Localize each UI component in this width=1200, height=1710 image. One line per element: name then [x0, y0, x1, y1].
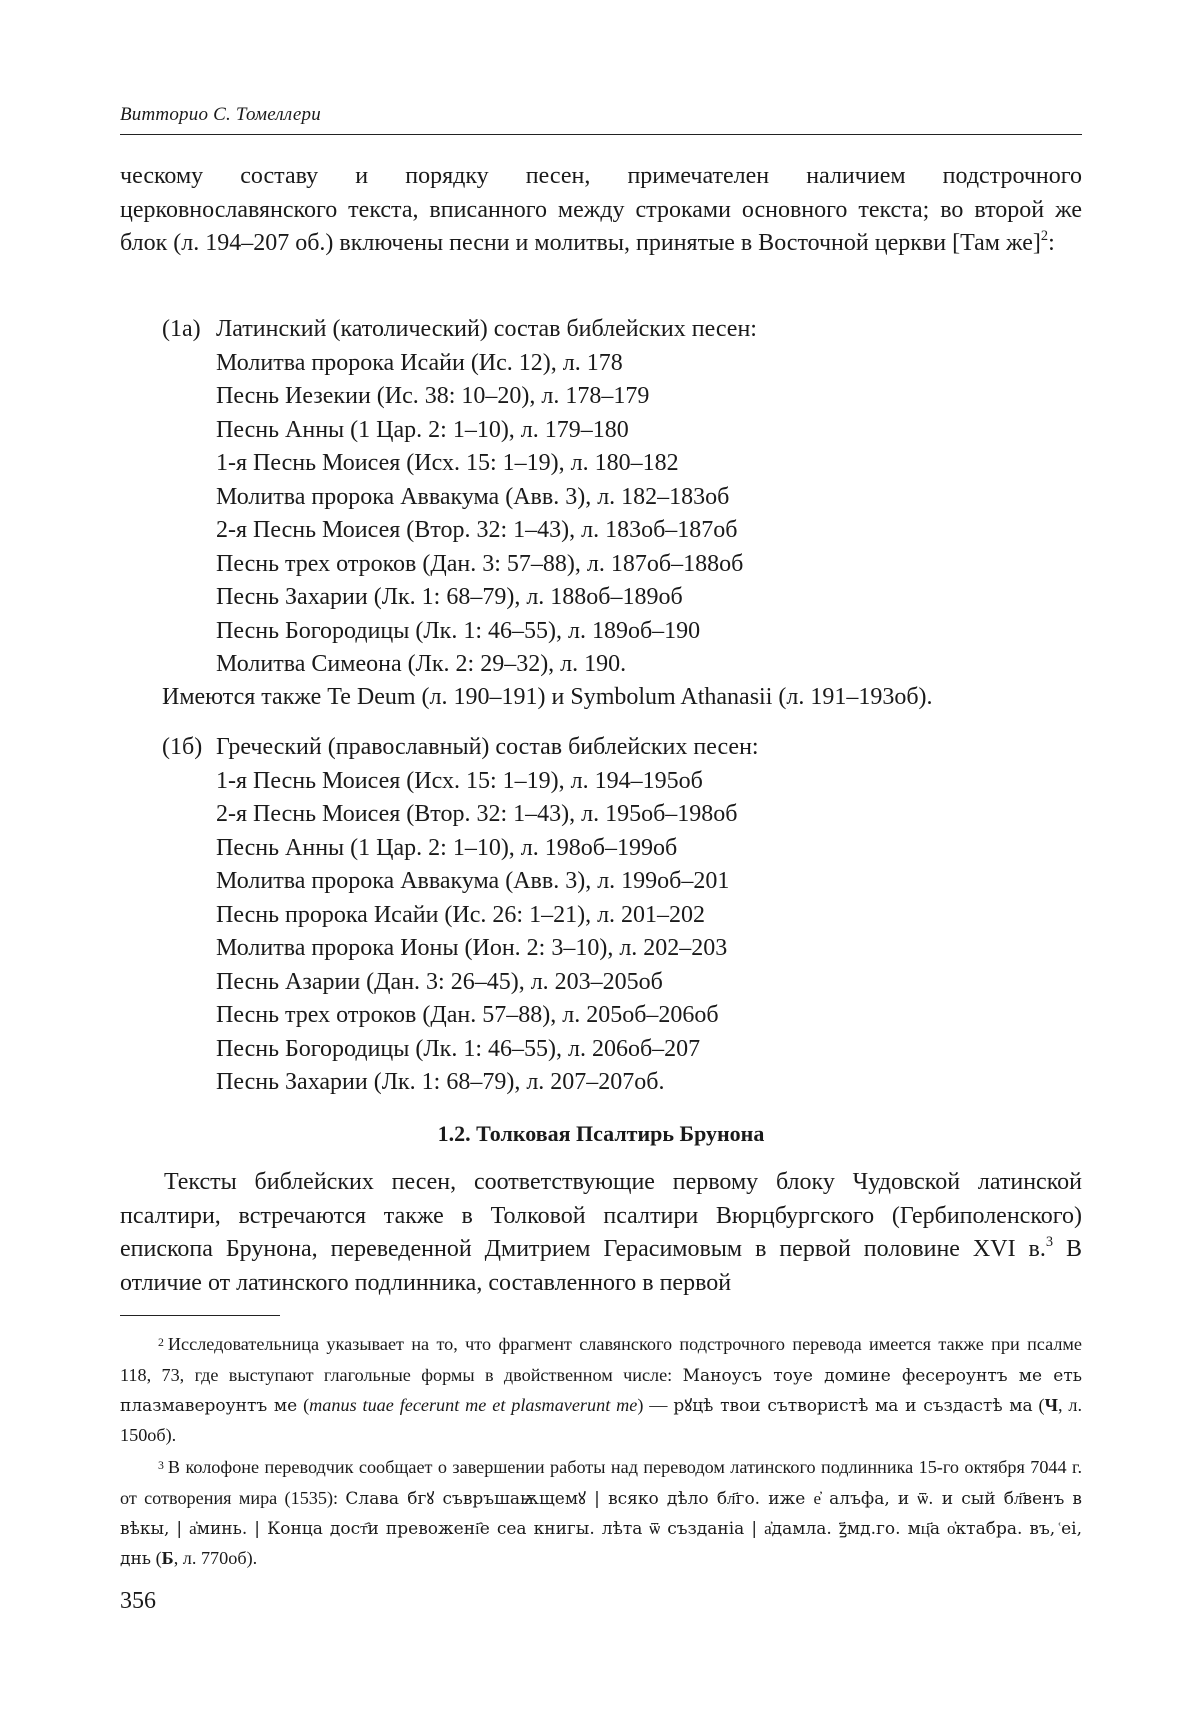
footnote-text: (	[297, 1395, 310, 1415]
list-note: Имеются также Te Deum (л. 190–191) и Symbolum Athanasii (л. 191–193об).	[162, 684, 933, 710]
intro-text: ческому составу и порядку песен, примечателен наличием подстрочного церковнославянского текста, вписанного между строками основного текста; во второй же блок (л. 194–207 об.) включены песни и молитвы, принятые в Восточной церкви [Там же]	[120, 163, 1082, 256]
list-item: Молитва пророка Аввакума (Авв. 3), л. 199об–201	[216, 868, 730, 894]
list-item: Песнь Анны (1 Цар. 2: 1–10), л. 198об–199об	[216, 834, 678, 861]
list-heading	[162, 313, 1082, 347]
footnote-ref-3[interactable]: 3	[1045, 1233, 1054, 1250]
siglum: Ч	[1044, 1395, 1058, 1415]
list-item: Песнь трех отроков (Дан. 3: 57–88), л. 187об–188об	[216, 550, 744, 577]
slavonic-text: Маноусъ тоуе домине фесероунтъ ме еть плазмавероунтъ ме	[120, 1366, 1082, 1416]
list-item: Молитва Симеона (Лк. 2: 29–32), л. 190.	[216, 651, 627, 677]
intro-colon: :	[1048, 230, 1055, 256]
footnote-ref-2[interactable]: 2	[1040, 227, 1049, 244]
list-heading	[162, 731, 1082, 765]
footnote-mark: 2	[158, 1334, 164, 1349]
list-heading-text: Латинский (католический) состав библейских песен:	[216, 316, 757, 342]
footnote-text: ) —	[637, 1395, 674, 1415]
footnote-text: (	[1032, 1395, 1045, 1415]
footnote-mark: 3	[158, 1457, 164, 1472]
header-rule	[120, 134, 1082, 135]
list-item: Песнь Захарии (Лк. 1: 68–79), л. 207–207об.	[216, 1069, 665, 1095]
footnotes	[120, 1330, 1082, 1577]
footnote-3	[120, 1453, 1082, 1574]
footnote-text: , л. 150об).	[120, 1395, 1083, 1445]
list-item: 1-я Песнь Моисея (Исх. 15: 1–19), л. 180–182	[216, 450, 679, 476]
footnote-text: Исследовательница указывает на то, что фрагмент славянского подстрочного перевода имеется также при псалме 118, 73, где выступают глагольные формы в двойственном числе:	[120, 1334, 1082, 1385]
paragraph-text-continued: В отличие от латинского подлинника, составленного в первой	[120, 1236, 1082, 1296]
slavonic-text: Слава бгꙋ съвръшаѭщемꙋ | всяко дѣло бл҃го. иже е҆ алъфа, и ѿ. и сый бл҃венъ в вѣкы, | а҆минь. | Конца дост҄и превожені҄е сеа книгы. лѣта ѿ създаніа | а҆дамла. ꙁ҃мд.го. мц҃а о҆ктабра. въ, ͑еі, днь	[120, 1489, 1082, 1569]
paragraph-text: Тексты библейских песен, соответствующие первому блоку Чудовской латинской псалтири, встречаются также в Толковой псалтири Вюрцбургского (Гербиполенского) епископа Брунона, переведенной Дмитрием Герасимовым в первой половине XVI в.	[120, 1169, 1082, 1262]
list-tag: (1а)	[162, 316, 201, 342]
footnote-rule	[120, 1315, 280, 1316]
list-item: Песнь Анны (1 Цар. 2: 1–10), л. 179–180	[216, 416, 629, 443]
running-head: Витторио С. Томеллери	[120, 104, 321, 125]
list-item: 2-я Песнь Моисея (Втор. 32: 1–43), л. 195об–198об	[216, 801, 738, 827]
list-item: Песнь трех отроков (Дан. 57–88), л. 205об–206об	[216, 1002, 719, 1028]
list-item: Песнь Иезекии (Ис. 38: 10–20), л. 178–179	[216, 383, 650, 409]
list-tag: (1б)	[162, 734, 203, 760]
slavonic-text: рꙋцѣ твои сътвористѣ ма и създастѣ ма	[673, 1396, 1033, 1416]
page-number: 356	[120, 1588, 156, 1614]
list-item: Песнь Азарии (Дан. 3: 26–45), л. 203–205об	[216, 968, 663, 995]
list-latin-canticles	[162, 313, 1082, 682]
list-item: Песнь пророка Исайи (Ис. 26: 1–21), л. 201–202	[216, 901, 706, 928]
footnote-text: , л. 770об).	[173, 1548, 258, 1568]
footnote-2	[120, 1330, 1082, 1450]
list-item: Песнь Богородицы (Лк. 1: 46–55), л. 189об–190	[216, 617, 701, 644]
list-greek-canticles	[162, 731, 1082, 1100]
list-heading-text: Греческий (православный) состав библейских песен:	[216, 734, 759, 760]
footnote-text: (	[151, 1548, 162, 1568]
intro-paragraph	[120, 160, 1082, 261]
siglum: Б	[161, 1548, 174, 1568]
footnote-text: В колофоне переводчик сообщает о завершении работы над переводом латинского подлинника 15-го октября 7044 г. от сотворения мира (1535):	[120, 1457, 1082, 1508]
list-item: Песнь Захарии (Лк. 1: 68–79), л. 188об–189об	[216, 584, 683, 610]
list-item: Молитва пророка Исайи (Ис. 12), л. 178	[216, 349, 623, 376]
list-item: 1-я Песнь Моисея (Исх. 15: 1–19), л. 194–195об	[216, 767, 703, 794]
latin-quote: manus tuae fecerunt me et plasmaverunt me	[309, 1395, 638, 1415]
list-item: Песнь Богородицы (Лк. 1: 46–55), л. 206об–207	[216, 1035, 701, 1062]
section-heading: 1.2. Толковая Псалтирь Брунона	[437, 1121, 765, 1146]
section-paragraph	[120, 1166, 1082, 1300]
list-item: Молитва пророка Аввакума (Авв. 3), л. 182–183об	[216, 483, 730, 510]
list-item: 2-я Песнь Моисея (Втор. 32: 1–43), л. 183об–187об	[216, 517, 738, 543]
list-item: Молитва пророка Ионы (Ион. 2: 3–10), л. 202–203	[216, 935, 728, 961]
